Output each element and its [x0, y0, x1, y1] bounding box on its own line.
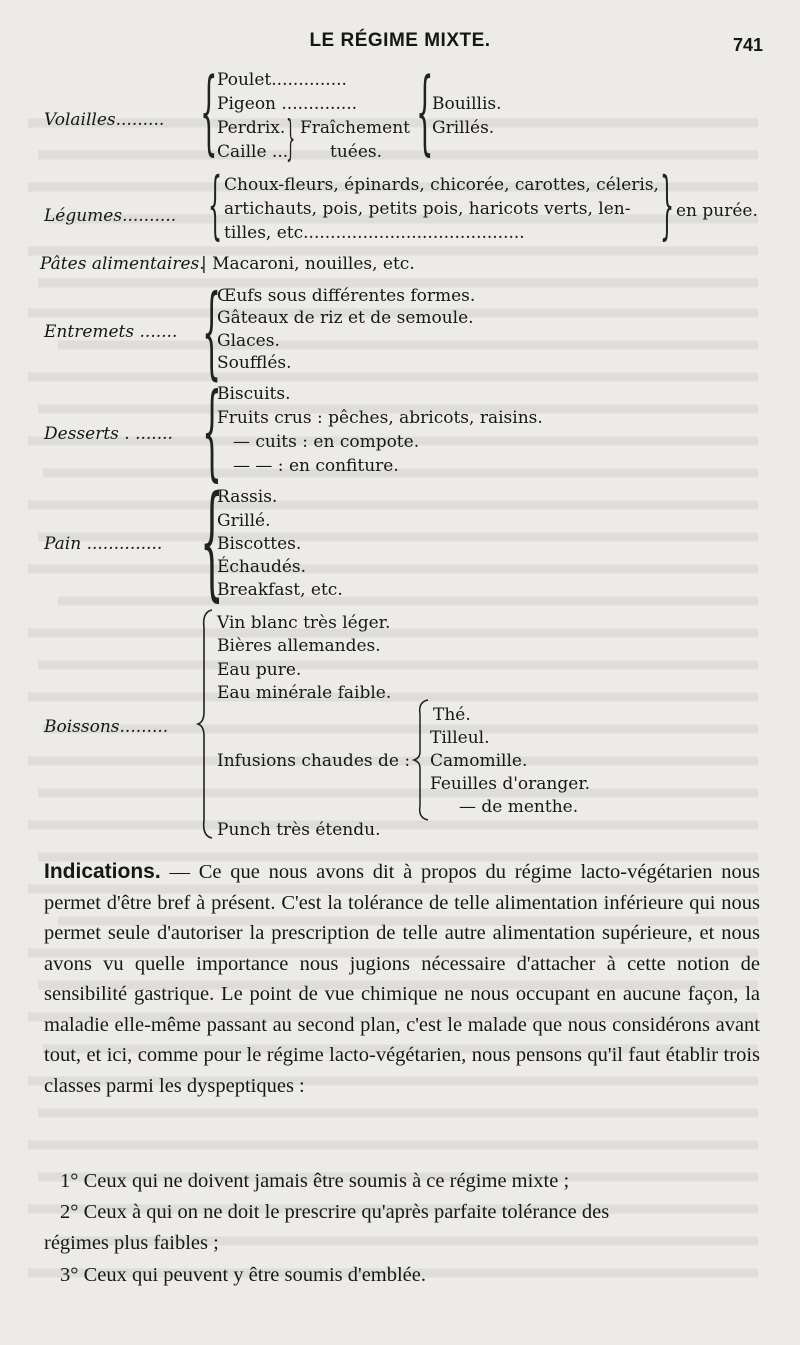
- category-pates: Pâtes alimentaires.: [40, 254, 205, 274]
- note-tuees: tuées.: [330, 142, 383, 162]
- item-caille: Caille ...: [217, 142, 289, 162]
- brace-boissons: [196, 608, 216, 840]
- infusion-the: Thé.: [433, 705, 471, 725]
- desserts-item-4: — — : en confiture.: [233, 456, 399, 476]
- entremets-item-2: Gâteaux de riz et de semoule.: [217, 308, 474, 328]
- category-boissons: Boissons.........: [44, 717, 169, 737]
- entremets-item-3: Glaces.: [217, 331, 280, 351]
- boissons-item-3: Eau pure.: [217, 660, 302, 680]
- pain-item-2: Grillé.: [217, 511, 271, 531]
- brace-legumes: {: [208, 162, 223, 248]
- category-entremets: Entremets .......: [44, 322, 178, 342]
- brace-volailles: {: [200, 58, 218, 165]
- category-pain: Pain ..............: [44, 534, 163, 554]
- indications-heading: Indications.: [44, 860, 161, 883]
- legumes-line-1: Choux-fleurs, épinards, chicorée, carottes, céleris,: [224, 175, 659, 195]
- running-head: LE RÉGIME MIXTE.: [309, 30, 491, 51]
- pain-item-1: Rassis.: [217, 487, 278, 507]
- brace-fraichement: }: [286, 110, 296, 166]
- pain-item-4: Échaudés.: [217, 557, 307, 577]
- infusion-oranger: Feuilles d'oranger.: [430, 774, 590, 794]
- boissons-item-2: Bières allemandes.: [217, 636, 381, 656]
- boissons-last: Punch très étendu.: [217, 820, 381, 840]
- infusion-camomille: Camomille.: [430, 751, 528, 771]
- desserts-item-3: — cuits : en compote.: [233, 432, 420, 452]
- infusions-label: Infusions chaudes de :: [217, 751, 411, 771]
- brace-entremets: {: [202, 273, 222, 390]
- item-pigeon: Pigeon ..............: [217, 94, 358, 114]
- item-poulet: Poulet..............: [217, 70, 347, 90]
- boissons-item-4: Eau minérale faible.: [217, 683, 392, 703]
- indications-paragraph: [44, 857, 760, 1101]
- list-item-3: 3° Ceux qui peuvent y être soumis d'emblée.: [60, 1264, 427, 1286]
- category-desserts: Desserts . .......: [44, 424, 173, 444]
- desserts-item-1: Biscuits.: [217, 384, 291, 404]
- category-volailles: Volailles.........: [44, 110, 165, 130]
- desserts-item-2: Fruits crus : pêches, abricots, raisins.: [217, 408, 543, 428]
- prep-bouillis: Bouillis.: [432, 94, 502, 114]
- infusion-menthe: — de menthe.: [459, 797, 579, 817]
- brace-infusions: [412, 698, 432, 822]
- boissons-item-1: Vin blanc très léger.: [217, 613, 391, 633]
- brace-desserts: {: [202, 370, 222, 492]
- item-perdrix: Perdrix.: [217, 118, 286, 138]
- pates-value: | Macaroni, nouilles, etc.: [201, 254, 415, 274]
- infusion-tilleul: Tilleul.: [430, 728, 490, 748]
- legumes-line-2: artichauts, pois, petits pois, haricots verts, len-: [224, 199, 631, 219]
- indications-text: — Ce que nous avons dit à propos du régime lacto-végétarien nous permet d'être bref à présent. C'est la tolérance de telle alimentation inférieure qui nous permet seule d'autoriser la prescription de telle autre alimentation supérieure, et nous avons vu quelle importance nous jugions nécessaire d'attacher à cette notion de sensibilité gastrique. Le point de vue chimique ne nous occupant en aucune façon, la maladie elle-même passant au second plan, c'est le malade que nous considérons avant tout, et ici, comme pour le régime lacto-végétarien, nous pensons qu'il faut établir trois classes parmi les dyspeptiques :: [44, 861, 760, 1097]
- pain-item-3: Biscottes.: [217, 534, 302, 554]
- category-legumes: Légumes..........: [44, 206, 177, 226]
- list-item-1: 1° Ceux qui ne doivent jamais être soumis à ce régime mixte ;: [60, 1170, 570, 1192]
- brace-pain: {: [200, 470, 224, 614]
- prep-en-puree: en purée.: [676, 201, 758, 221]
- list-item-2-continued: régimes plus faibles ;: [44, 1232, 219, 1254]
- prep-grilles: Grillés.: [432, 118, 495, 138]
- brace-prep-volailles: {: [416, 58, 434, 165]
- note-fraichement: Fraîchement: [300, 118, 410, 138]
- entremets-item-1: Œufs sous différentes formes.: [217, 286, 476, 306]
- list-item-2: 2° Ceux à qui on ne doit le prescrire qu'après parfaite tolérance des: [60, 1201, 610, 1223]
- legumes-line-3: tilles, etc.........................................: [224, 223, 525, 243]
- brace-prep-legumes: }: [660, 162, 675, 248]
- entremets-item-4: Soufflés.: [217, 353, 292, 373]
- pain-item-5: Breakfast, etc.: [217, 580, 343, 600]
- page-number: 741: [733, 35, 764, 55]
